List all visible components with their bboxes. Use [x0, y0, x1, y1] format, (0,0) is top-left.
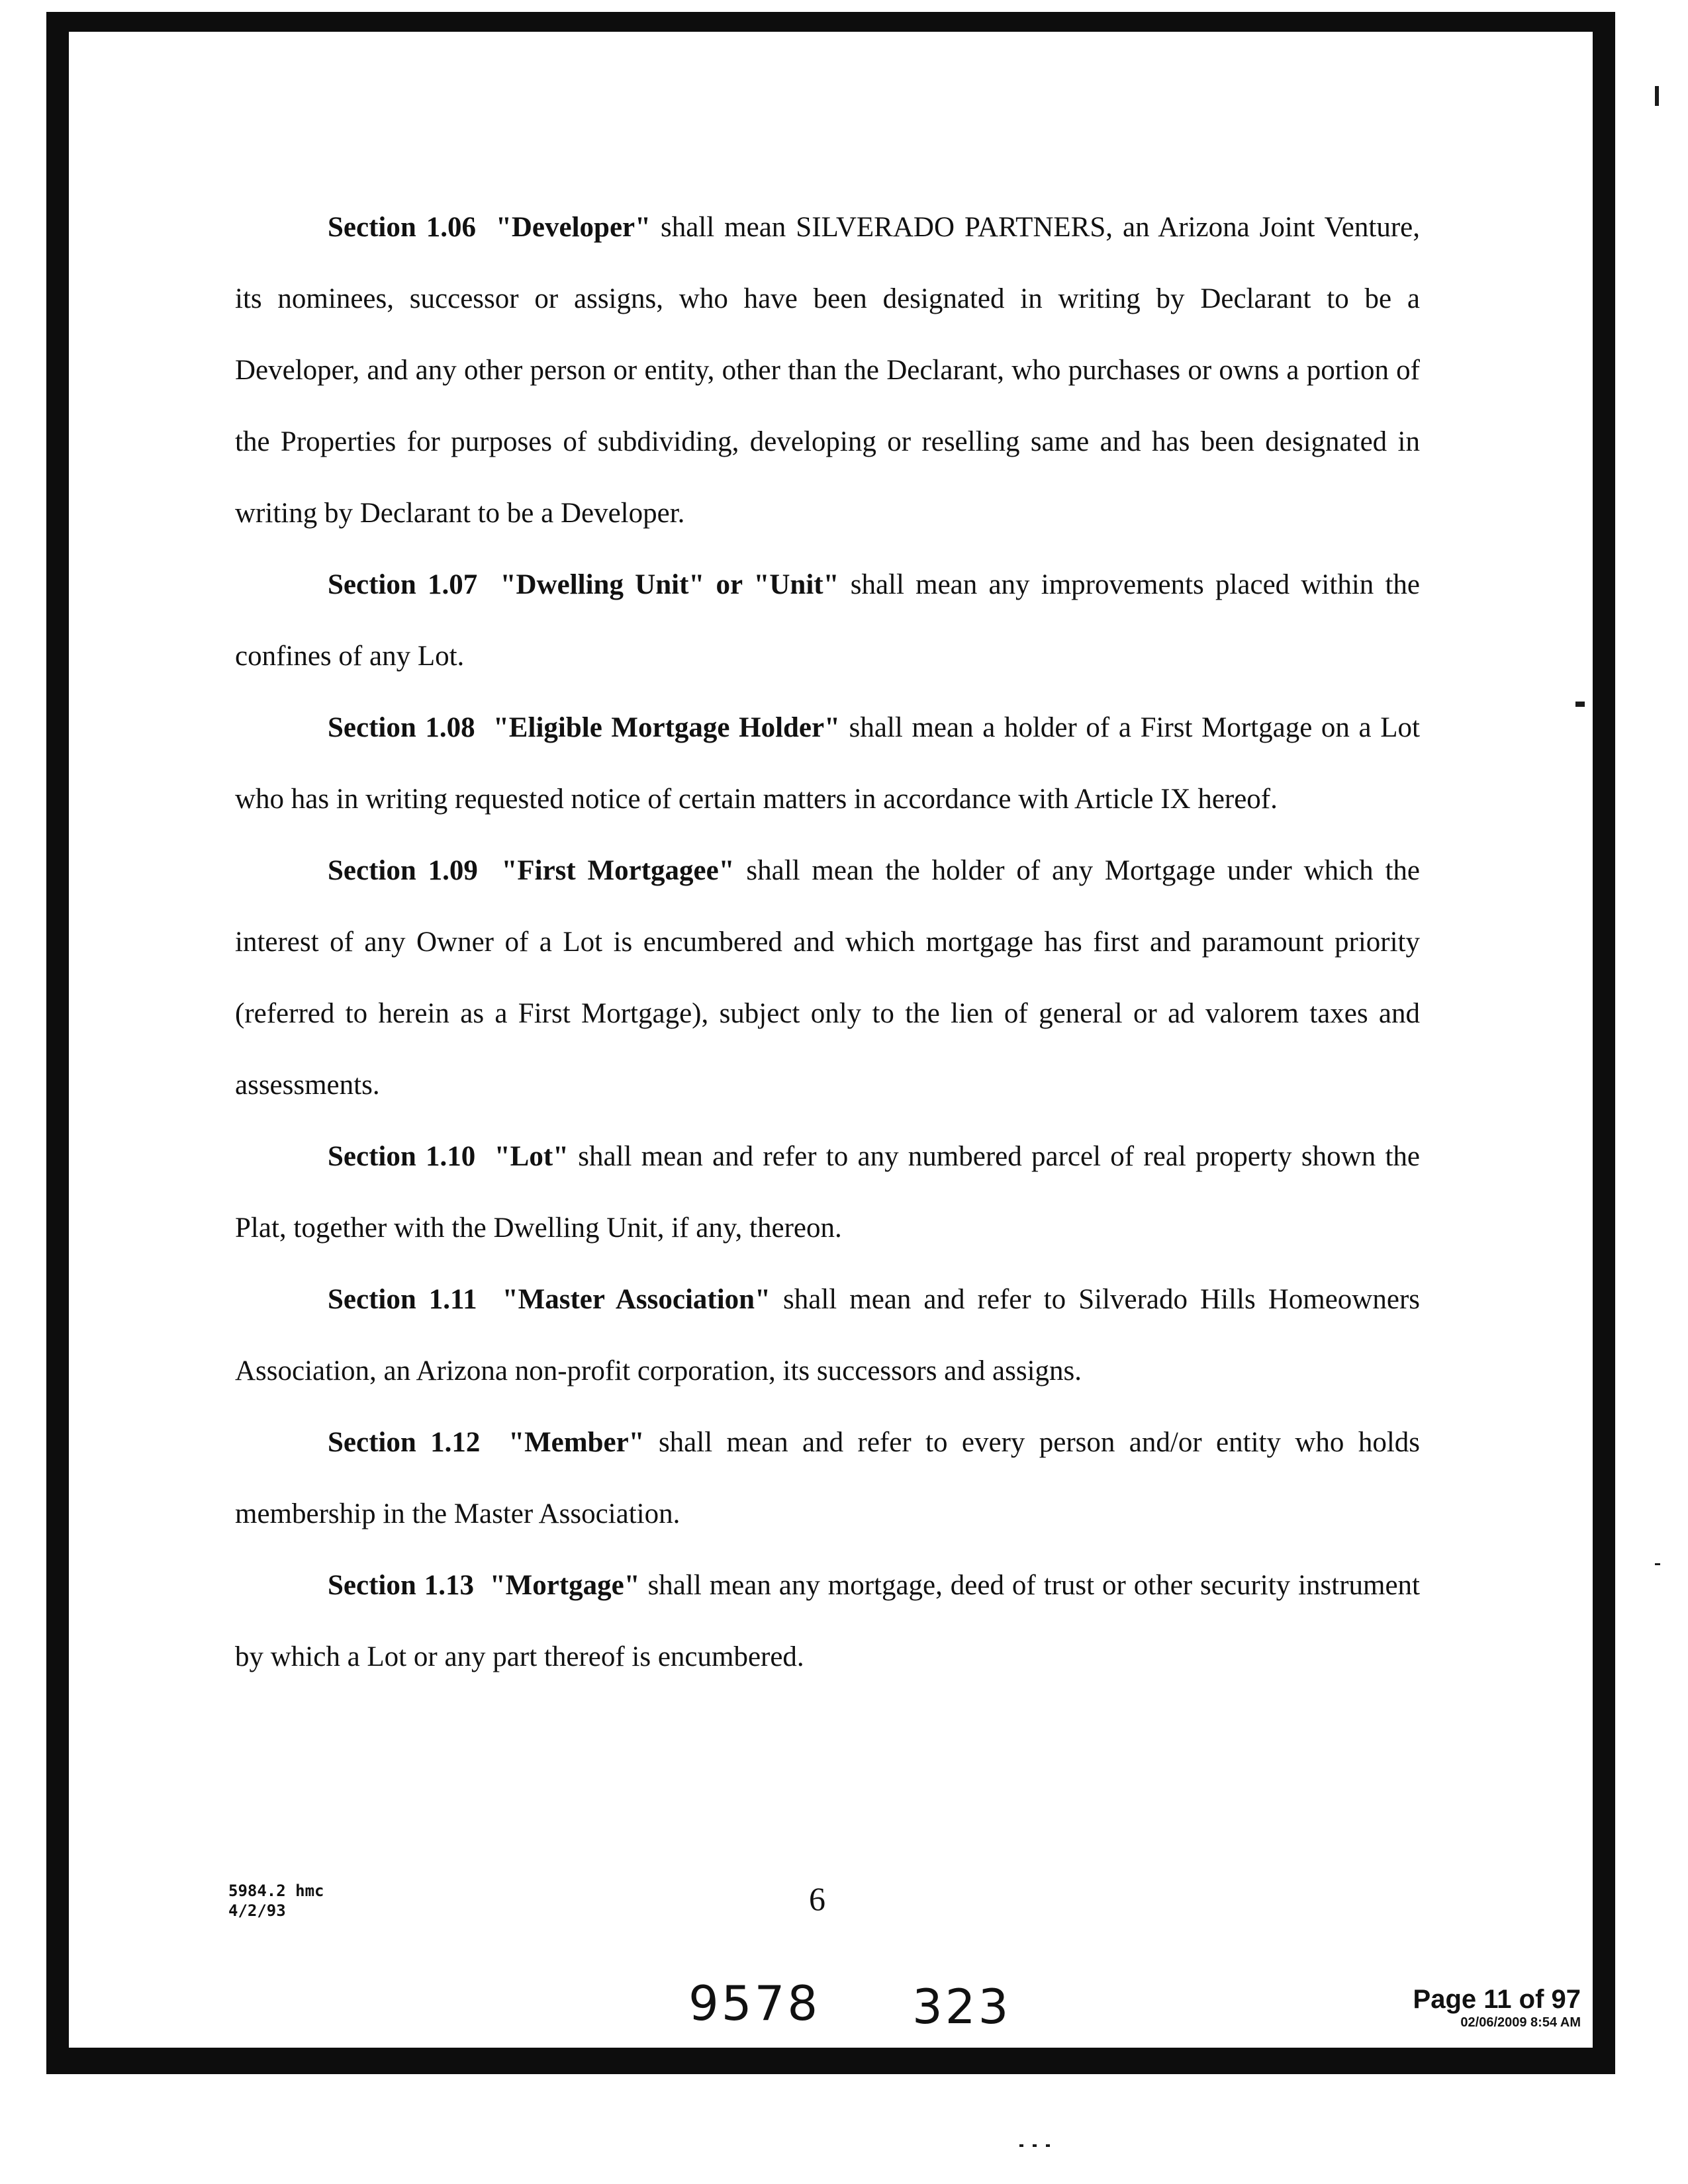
section-paragraph	[235, 1407, 1420, 1550]
section-text: shall mean and refer to every person and/or entity who holds membership in the Master Association.	[235, 1427, 1421, 1529]
document-code-id: 5984.2 hmc	[228, 1882, 324, 1900]
scan-speck	[1655, 1563, 1660, 1565]
section-paragraph	[235, 1550, 1420, 1693]
page-of-label: Page 11 of 97	[1413, 1985, 1581, 2014]
defined-term: "Mortgage"	[489, 1570, 640, 1601]
recording-book-number: 9578	[688, 1976, 821, 2031]
scan-speck	[1019, 2144, 1023, 2147]
section-number: Section 1.08	[328, 712, 475, 743]
section-paragraph	[235, 192, 1420, 549]
section-number: Section 1.10	[328, 1141, 476, 1172]
section-text: shall mean SILVERADO PARTNERS, an Arizona Joint Venture, its nominees, successor or assigns, who have been designated in writing by Declarant to be a Developer, and any other person or entity, other than the Declarant, who purchases or owns a portion of the Properties for purposes of subdividing, developing or reselling same and has been designated in writing by Declarant to be a Developer.	[235, 212, 1420, 529]
section-text: shall mean a holder of a First Mortgage on a Lot who has in writing requested notice of certain matters in accordance with Article IX hereof.	[235, 712, 1420, 815]
scan-speck	[1575, 702, 1585, 707]
section-number: Section 1.12	[328, 1427, 481, 1458]
section-text: shall mean and refer to Silverado Hills Homeowners Association, an Arizona non-profit corporation, its successors and assigns.	[235, 1284, 1420, 1387]
scan-speck	[1655, 86, 1659, 106]
document-body	[235, 192, 1420, 1693]
document-code-date: 4/2/93	[228, 1901, 286, 1920]
defined-term: "Dwelling Unit" or "Unit"	[500, 569, 839, 600]
scan-speck	[1046, 2144, 1050, 2147]
section-paragraph	[235, 692, 1420, 835]
defined-term: "Eligible Mortgage Holder"	[492, 712, 840, 743]
section-number: Section 1.11	[328, 1284, 477, 1315]
section-number: Section 1.09	[328, 855, 478, 886]
recording-page-number: 323	[912, 1979, 1011, 2034]
document-code	[228, 1881, 324, 1921]
scan-speck	[1033, 2144, 1037, 2147]
section-number: Section 1.07	[328, 569, 478, 600]
section-paragraph	[235, 549, 1420, 692]
section-text: shall mean any mortgage, deed of trust or other security instrument by which a Lot or any part thereof is encumbered.	[235, 1570, 1421, 1672]
section-paragraph	[235, 835, 1420, 1121]
page-counter	[1413, 1984, 1581, 2030]
section-number: Section 1.06	[328, 212, 477, 243]
section-number: Section 1.13	[328, 1570, 474, 1601]
section-text: shall mean and refer to any numbered parcel of real property shown the Plat, together with the Dwelling Unit, if any, thereon.	[235, 1141, 1420, 1244]
section-text: shall mean any improvements placed within the confines of any Lot.	[235, 569, 1421, 672]
section-paragraph	[235, 1264, 1420, 1407]
defined-term: "Master Association"	[502, 1284, 771, 1315]
print-timestamp: 02/06/2009 8:54 AM	[1460, 2015, 1581, 2030]
section-paragraph	[235, 1121, 1420, 1264]
defined-term: "Member"	[508, 1427, 645, 1458]
defined-term: "Lot"	[494, 1141, 569, 1172]
defined-term: "First Mortgagee"	[501, 855, 735, 886]
defined-term: "Developer"	[495, 212, 651, 243]
page-number: 6	[809, 1880, 825, 1917]
section-text: shall mean the holder of any Mortgage under which the interest of any Owner of a Lot is encumbered and which mortgage has first and paramount priority (referred to herein as a First Mortgage), subject only to the lien of general or ad valorem taxes and assessments.	[235, 855, 1421, 1101]
